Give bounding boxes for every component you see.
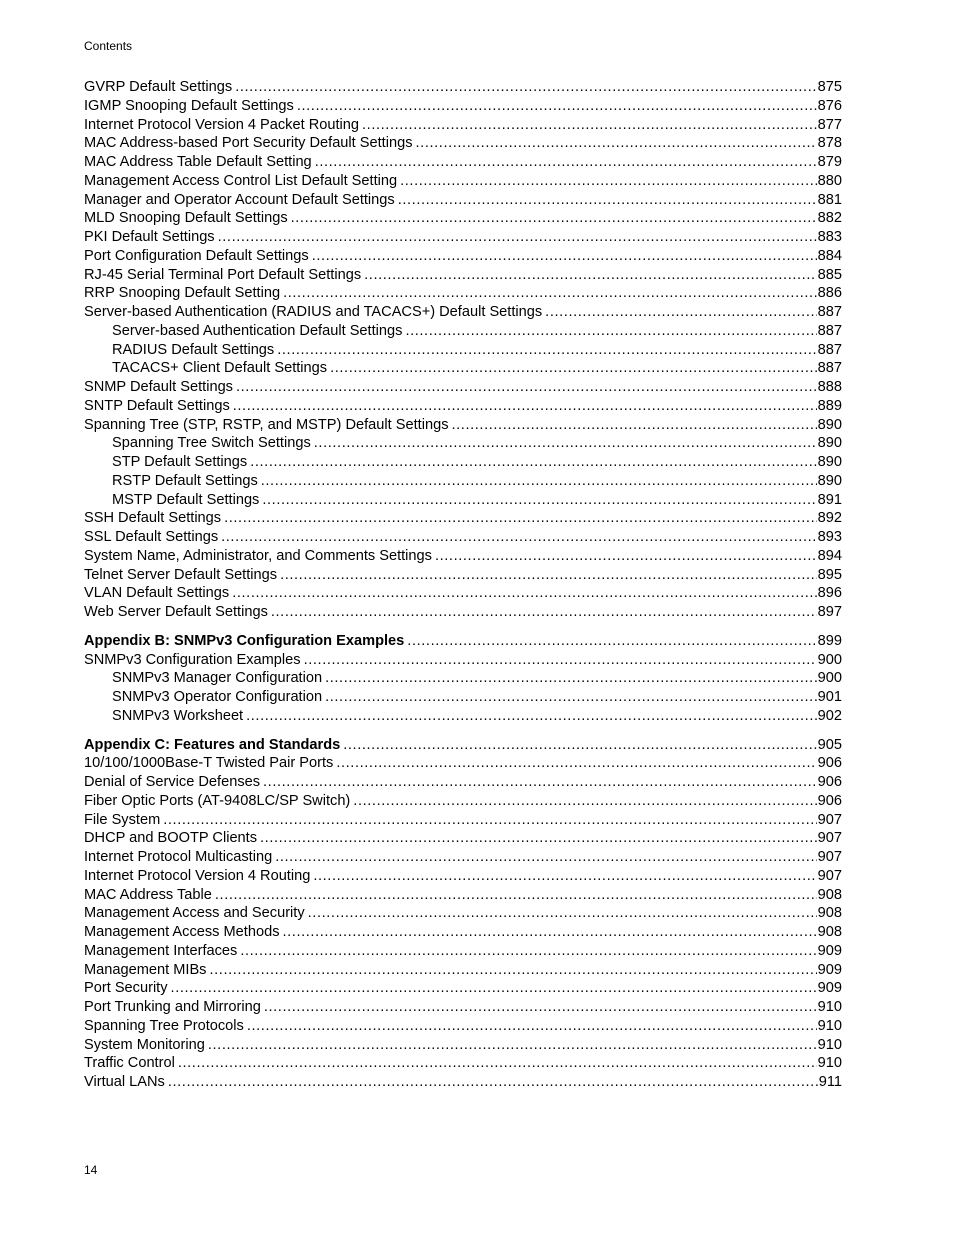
toc-entry-page: 885: [817, 266, 842, 283]
toc-entry[interactable]: [84, 434, 842, 453]
toc-entry-page: 906: [817, 755, 842, 772]
toc-entry-page: 909: [817, 961, 842, 978]
toc-dot-leader: [291, 209, 817, 228]
toc-entry[interactable]: [84, 1073, 842, 1092]
toc-dot-leader: [240, 942, 816, 961]
toc-entry-title: SNTP Default Settings: [84, 397, 230, 414]
toc-entry-title: RSTP Default Settings: [112, 472, 258, 489]
toc-entry[interactable]: [84, 378, 842, 397]
toc-entry[interactable]: [84, 78, 842, 97]
toc-dot-leader: [545, 303, 816, 322]
toc-dot-leader: [283, 284, 817, 303]
toc-dot-leader: [235, 78, 816, 97]
toc-entry-title: Denial of Service Defenses: [84, 774, 261, 790]
toc-entry[interactable]: [84, 509, 842, 528]
toc-entry-title: Virtual LANs: [84, 1074, 165, 1090]
toc-dot-leader: [209, 961, 816, 980]
toc-dot-leader: [353, 792, 816, 811]
toc-entry-title: Internet Protocol Version 4 Packet Routing: [84, 116, 360, 133]
toc-entry-title: SNMPv3 Operator Configuration: [112, 689, 323, 705]
toc-entry-page: 909: [817, 980, 842, 997]
toc-entry[interactable]: [84, 472, 842, 491]
toc-entry-title: SSL Default Settings: [84, 529, 219, 545]
toc-entry-title: PKI Default Settings: [84, 229, 215, 245]
toc-entry[interactable]: [84, 228, 842, 247]
toc-dot-leader: [215, 886, 817, 905]
toc-entry-page: 890: [817, 416, 842, 433]
toc-entry[interactable]: [84, 341, 842, 360]
toc-entry-page: 892: [817, 510, 842, 527]
toc-entry-page: 906: [817, 792, 842, 809]
toc-entry[interactable]: [84, 792, 842, 811]
toc-entry[interactable]: [84, 453, 842, 472]
toc-dot-leader: [407, 632, 816, 651]
toc-entry-page: 911: [818, 1074, 842, 1090]
toc-dot-leader: [325, 688, 817, 707]
toc-entry-page: 897: [817, 604, 842, 620]
toc-dot-leader: [277, 341, 816, 360]
toc-entry[interactable]: [84, 209, 842, 228]
toc-entry-page: 882: [817, 210, 842, 227]
toc-entry-title: Manager and Operator Account Default Settings: [84, 191, 395, 208]
toc-entry-page: 893: [817, 529, 842, 545]
toc-entry-title: MSTP Default Settings: [112, 491, 260, 508]
toc-entry-title: Web Server Default Settings: [84, 604, 268, 620]
toc-entry-page: 886: [817, 285, 842, 302]
running-head: Contents: [84, 39, 133, 53]
toc-entry-title: Management Access Methods: [84, 924, 280, 940]
toc-dot-leader: [262, 491, 816, 510]
toc-entry-title: Management Interfaces: [84, 942, 238, 959]
toc-entry-title: Port Configuration Default Settings: [84, 247, 309, 264]
toc-entry-title: File System: [84, 811, 161, 828]
toc-dot-leader: [314, 434, 817, 453]
toc-entry-page: 906: [817, 774, 842, 790]
toc-entry-page: 896: [817, 585, 842, 602]
toc-entry-page: 907: [817, 867, 842, 884]
toc-entry-page: 887: [817, 322, 842, 339]
toc-entry[interactable]: [84, 547, 842, 566]
toc-entry[interactable]: [84, 172, 842, 191]
toc-entry-page: 890: [817, 435, 842, 452]
toc-entry-title: Port Trunking and Mirroring: [84, 999, 261, 1015]
toc-dot-leader: [221, 528, 817, 547]
toc-dot-leader: [178, 1054, 817, 1073]
toc-entry-title: RADIUS Default Settings: [112, 341, 275, 358]
toc-entry[interactable]: [84, 303, 842, 322]
toc-entry[interactable]: [84, 923, 842, 942]
toc-entry-title: Appendix C: Features and Standards: [84, 736, 341, 753]
toc-entry-title: STP Default Settings: [112, 454, 248, 470]
toc-entry-title: Internet Protocol Version 4 Routing: [84, 867, 311, 884]
toc-dot-leader: [452, 416, 817, 435]
toc-entry[interactable]: [84, 322, 842, 341]
toc-entry-page: 883: [817, 229, 842, 245]
toc-section: [84, 632, 842, 726]
toc-entry-title: Management Access Control List Default Setting: [84, 172, 398, 189]
toc-entry-title: Internet Protocol Multicasting: [84, 849, 273, 865]
toc-entry-title: SNMPv3 Configuration Examples: [84, 651, 301, 668]
toc-entry[interactable]: [84, 886, 842, 905]
table-of-contents: [84, 78, 842, 1102]
toc-dot-leader: [405, 322, 816, 341]
toc-entry-page: 890: [817, 472, 842, 489]
toc-entry[interactable]: [84, 359, 842, 378]
toc-dot-leader: [275, 848, 816, 867]
toc-entry[interactable]: [84, 961, 842, 980]
toc-entry-page: 908: [817, 924, 842, 940]
toc-dot-leader: [416, 134, 817, 153]
toc-entry-title: Management MIBs: [84, 961, 207, 978]
toc-entry[interactable]: [84, 688, 842, 707]
toc-entry-page: 889: [817, 397, 842, 414]
toc-section: [84, 78, 842, 622]
toc-entry-page: 878: [817, 135, 842, 152]
toc-dot-leader: [336, 754, 816, 773]
toc-dot-leader: [208, 1036, 817, 1055]
toc-dot-leader: [218, 228, 817, 247]
toc-entry-page: 887: [817, 304, 842, 320]
toc-entry-title: Telnet Server Default Settings: [84, 566, 278, 583]
toc-dot-leader: [263, 773, 817, 792]
toc-dot-leader: [247, 1017, 817, 1036]
toc-entry[interactable]: [84, 191, 842, 210]
toc-entry-page: 909: [817, 942, 842, 959]
toc-dot-leader: [163, 811, 816, 830]
toc-dot-leader: [400, 172, 817, 191]
toc-entry[interactable]: [84, 266, 842, 285]
toc-dot-leader: [297, 97, 817, 116]
toc-entry-title: Port Security: [84, 980, 168, 997]
toc-entry-title: DHCP and BOOTP Clients: [84, 830, 258, 847]
toc-entry-page: 907: [817, 849, 842, 865]
toc-entry-page: 891: [817, 491, 842, 508]
toc-entry-page: 900: [817, 651, 842, 668]
toc-dot-leader: [435, 547, 817, 566]
toc-entry-page: 880: [817, 172, 842, 189]
toc-entry[interactable]: [84, 669, 842, 688]
toc-entry[interactable]: [84, 97, 842, 116]
toc-entry[interactable]: [84, 979, 842, 998]
toc-entry-title: SSH Default Settings: [84, 510, 222, 527]
toc-entry-page: 887: [817, 360, 842, 377]
toc-entry-page: 907: [817, 830, 842, 847]
toc-dot-leader: [260, 829, 817, 848]
toc-entry[interactable]: [84, 134, 842, 153]
toc-entry-page: 879: [817, 154, 842, 170]
toc-entry-page: 908: [817, 905, 842, 922]
toc-dot-leader: [398, 191, 817, 210]
toc-dot-leader: [315, 153, 817, 172]
toc-entry-title: Server-based Authentication (RADIUS and TACACS+) Default Settings: [84, 304, 543, 320]
toc-entry-page: 910: [817, 1055, 842, 1072]
toc-entry-page: 894: [817, 547, 842, 564]
toc-dot-leader: [236, 378, 817, 397]
toc-entry-page: 900: [817, 670, 842, 687]
toc-entry[interactable]: [84, 153, 842, 172]
toc-dot-leader: [171, 979, 817, 998]
toc-dot-leader: [308, 904, 817, 923]
toc-dot-leader: [168, 1073, 818, 1092]
toc-entry-page: 888: [817, 379, 842, 395]
toc-entry-title: Server-based Authentication Default Settings: [112, 322, 403, 339]
toc-dot-leader: [283, 923, 817, 942]
toc-entry[interactable]: [84, 566, 842, 585]
toc-entry-page: 887: [817, 341, 842, 358]
toc-entry-title: VLAN Default Settings: [84, 585, 230, 602]
toc-entry-title: System Monitoring: [84, 1036, 205, 1053]
toc-entry-title: RJ-45 Serial Terminal Port Default Settings: [84, 266, 362, 283]
toc-dot-leader: [312, 247, 817, 266]
page-number: 14: [84, 1163, 98, 1177]
toc-entry[interactable]: [84, 416, 842, 435]
toc-entry[interactable]: [84, 1036, 842, 1055]
toc-entry[interactable]: [84, 811, 842, 830]
toc-entry-title: Appendix B: SNMPv3 Configuration Examples: [84, 632, 405, 649]
toc-dot-leader: [280, 566, 817, 585]
toc-dot-leader: [330, 359, 817, 378]
toc-dot-leader: [362, 116, 817, 135]
toc-entry[interactable]: [84, 1054, 842, 1073]
toc-entry-page: 895: [817, 566, 842, 583]
toc-section: [84, 736, 842, 1092]
toc-entry[interactable]: [84, 998, 842, 1017]
toc-entry[interactable]: [84, 867, 842, 886]
toc-dot-leader: [271, 603, 817, 622]
toc-entry-title: SNMP Default Settings: [84, 379, 233, 395]
toc-entry-title: MAC Address-based Port Security Default Settings: [84, 135, 413, 152]
toc-dot-leader: [233, 397, 817, 416]
toc-entry-title: MLD Snooping Default Settings: [84, 210, 288, 227]
toc-entry-page: 902: [817, 707, 842, 724]
toc-dot-leader: [250, 453, 816, 472]
toc-entry-title: IGMP Snooping Default Settings: [84, 97, 294, 114]
toc-entry-page: 901: [817, 689, 842, 705]
toc-entry[interactable]: [84, 584, 842, 603]
toc-entry-title: Traffic Control: [84, 1055, 175, 1072]
toc-entry-page: 908: [817, 886, 842, 903]
toc-dot-leader: [343, 736, 816, 755]
toc-dot-leader: [304, 651, 817, 670]
toc-entry-title: SNMPv3 Worksheet: [112, 707, 244, 724]
toc-appendix-heading[interactable]: [84, 736, 842, 755]
toc-entry[interactable]: [84, 848, 842, 867]
toc-dot-leader: [246, 707, 817, 726]
toc-entry-page: 907: [817, 811, 842, 828]
toc-entry[interactable]: [84, 247, 842, 266]
toc-entry-page: 881: [817, 191, 842, 208]
toc-entry-page: 899: [817, 632, 842, 649]
toc-entry[interactable]: [84, 942, 842, 961]
toc-entry-title: Spanning Tree Protocols: [84, 1017, 244, 1034]
toc-entry-page: 877: [817, 116, 842, 133]
toc-entry-title: TACACS+ Client Default Settings: [112, 360, 328, 377]
toc-entry[interactable]: [84, 284, 842, 303]
toc-entry[interactable]: [84, 1017, 842, 1036]
toc-entry[interactable]: [84, 904, 842, 923]
toc-entry-page: 890: [817, 454, 842, 470]
toc-entry-title: 10/100/1000Base-T Twisted Pair Ports: [84, 755, 334, 772]
toc-entry[interactable]: [84, 829, 842, 848]
toc-entry-title: GVRP Default Settings: [84, 79, 233, 95]
toc-entry-page: 905: [817, 736, 842, 753]
toc-entry-title: System Name, Administrator, and Comments Settings: [84, 547, 432, 564]
toc-dot-leader: [261, 472, 817, 491]
toc-entry[interactable]: [84, 754, 842, 773]
toc-entry-page: 875: [817, 79, 842, 95]
toc-entry[interactable]: [84, 773, 842, 792]
toc-entry[interactable]: [84, 491, 842, 510]
toc-entry-page: 910: [817, 1036, 842, 1053]
toc-dot-leader: [325, 669, 817, 688]
toc-appendix-heading[interactable]: [84, 632, 842, 651]
toc-entry-title: MAC Address Table Default Setting: [84, 154, 312, 170]
toc-entry-page: 876: [817, 97, 842, 114]
toc-entry-page: 884: [817, 247, 842, 264]
toc-dot-leader: [264, 998, 817, 1017]
toc-entry[interactable]: [84, 603, 842, 622]
toc-dot-leader: [313, 867, 816, 886]
toc-entry-title: SNMPv3 Manager Configuration: [112, 670, 323, 687]
toc-entry-title: Spanning Tree Switch Settings: [112, 435, 311, 452]
toc-dot-leader: [232, 584, 816, 603]
toc-entry-title: RRP Snooping Default Setting: [84, 285, 281, 302]
toc-entry-page: 910: [817, 999, 842, 1015]
toc-entry-title: Fiber Optic Ports (AT-9408LC/SP Switch): [84, 792, 351, 809]
toc-entry[interactable]: [84, 116, 842, 135]
toc-entry[interactable]: [84, 707, 842, 726]
toc-entry[interactable]: [84, 397, 842, 416]
toc-dot-leader: [224, 509, 817, 528]
toc-entry-page: 910: [817, 1017, 842, 1034]
toc-dot-leader: [364, 266, 817, 285]
toc-entry[interactable]: [84, 651, 842, 670]
toc-entry-title: MAC Address Table: [84, 886, 212, 903]
toc-entry[interactable]: [84, 528, 842, 547]
toc-entry-title: Management Access and Security: [84, 905, 305, 922]
toc-entry-title: Spanning Tree (STP, RSTP, and MSTP) Default Settings: [84, 416, 449, 433]
